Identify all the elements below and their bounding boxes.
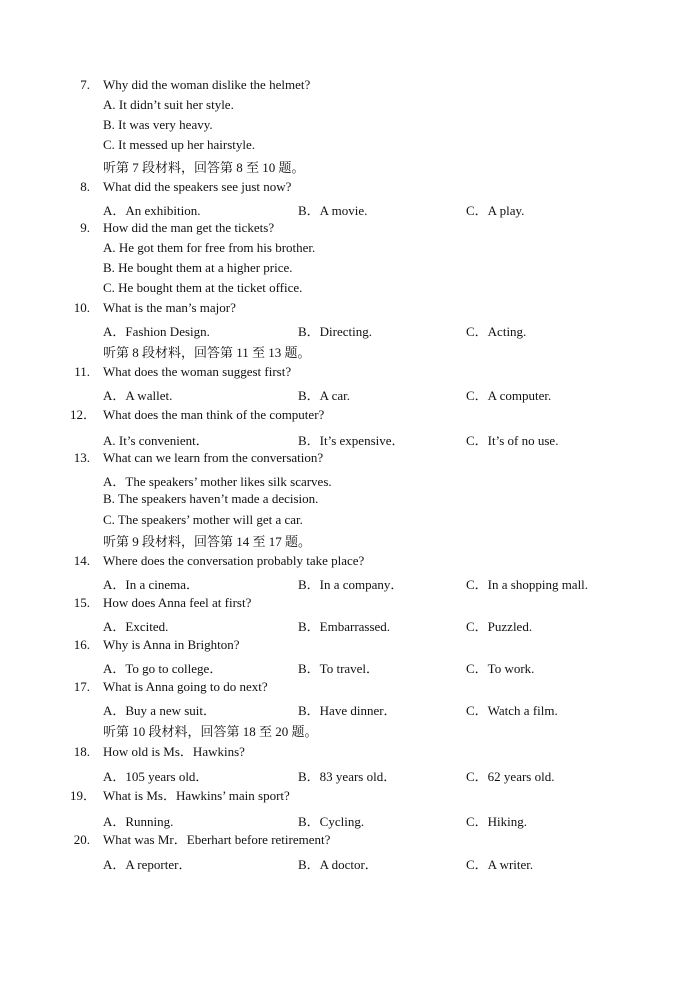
option-b: B．It’s expensive． — [298, 433, 405, 448]
option-c: C. It messed up her hairstyle. — [103, 137, 255, 152]
question-number: 9. — [80, 220, 90, 235]
option-a: A．Running. — [103, 814, 174, 829]
option-c: C．It’s of no use. — [466, 433, 559, 448]
option-b: B．83 years old． — [298, 769, 397, 784]
question-text: How does Anna feel at first? — [103, 595, 252, 610]
section-instruction-9: 听第 9 段材料，回答第 14 至 17 题。 — [103, 534, 312, 549]
question-number: 15. — [73, 595, 90, 610]
question-number: 8. — [80, 179, 90, 194]
option-b: B．Cycling. — [298, 814, 365, 829]
question-number: 10. — [73, 300, 90, 315]
option-c: C．Puzzled. — [466, 619, 533, 634]
option-a: A．An exhibition. — [103, 203, 201, 218]
question-text: What was Mr．Eberhart before retirement? — [103, 832, 331, 847]
option-a: A．In a cinema． — [103, 577, 200, 592]
option-b: B. He bought them at a higher price. — [103, 260, 293, 275]
option-b: B．In a company． — [298, 577, 404, 592]
option-c: C．A play. — [466, 203, 525, 218]
option-c: C．Acting. — [466, 324, 527, 339]
section-instruction-7: 听第 7 段材料，回答第 8 至 10 题。 — [103, 160, 305, 175]
question-number: 16. — [73, 637, 90, 652]
question-number: 19． — [70, 788, 97, 803]
option-b: B．A car. — [298, 388, 350, 403]
option-c: C．Hiking. — [466, 814, 528, 829]
option-b: B. The speakers haven’t made a decision. — [103, 491, 319, 506]
option-a: A．The speakers’ mother likes silk scarves. — [103, 474, 332, 489]
question-text: What is Anna going to do next? — [103, 679, 268, 694]
option-c: C. He bought them at the ticket office. — [103, 280, 303, 295]
option-a: A．Fashion Design. — [103, 324, 210, 339]
question-number: 7. — [80, 77, 90, 92]
option-a: A．Excited. — [103, 619, 169, 634]
question-number: 17. — [73, 679, 90, 694]
option-b: B．Directing. — [298, 324, 373, 339]
option-b: B．A doctor． — [298, 857, 378, 872]
question-text: Where does the conversation probably take place? — [103, 553, 365, 568]
question-text: How did the man get the tickets? — [103, 220, 275, 235]
option-c: C．A computer. — [466, 388, 552, 403]
option-b: B．Embarrassed. — [298, 619, 391, 634]
option-c: C．In a shopping mall. — [466, 577, 589, 592]
option-a: A．A wallet. — [103, 388, 173, 403]
question-text: How old is Ms．Hawkins? — [103, 744, 245, 759]
question-text: What is Ms．Hawkins’ main sport? — [103, 788, 290, 803]
option-a: A．To go to college． — [103, 661, 223, 676]
option-a: A．Buy a new suit． — [103, 703, 217, 718]
option-b: B．A movie. — [298, 203, 368, 218]
option-b: B．To travel． — [298, 661, 380, 676]
question-number: 20. — [73, 832, 90, 847]
option-a: A．A reporter． — [103, 857, 192, 872]
question-text: Why did the woman dislike the helmet? — [103, 77, 311, 92]
option-a: A. He got them for free from his brother. — [103, 240, 316, 255]
option-c: C．A writer. — [466, 857, 534, 872]
section-instruction-8: 听第 8 段材料，回答第 11 至 13 题。 — [103, 345, 311, 360]
question-number: 18. — [73, 744, 90, 759]
option-c: C．Watch a film. — [466, 703, 558, 718]
option-a: A．105 years old． — [103, 769, 209, 784]
question-text: What did the speakers see just now? — [103, 179, 292, 194]
question-number: 13. — [73, 450, 90, 465]
question-text: Why is Anna in Brighton? — [103, 637, 240, 652]
section-instruction-10: 听第 10 段材料，回答第 18 至 20 题。 — [103, 724, 318, 739]
question-text: What can we learn from the conversation? — [103, 450, 324, 465]
option-a: A. It’s convenient． — [103, 433, 209, 448]
question-text: What is the man’s major? — [103, 300, 236, 315]
question-text: What does the man think of the computer? — [103, 407, 325, 422]
question-number: 14. — [73, 553, 90, 568]
question-number: 12． — [70, 407, 97, 422]
question-text: What does the woman suggest first? — [103, 364, 292, 379]
option-c: C．62 years old. — [466, 769, 555, 784]
option-c: C．To work. — [466, 661, 535, 676]
question-number: 11. — [74, 364, 90, 379]
option-a: A. It didn’t suit her style. — [103, 97, 234, 112]
option-b: B. It was very heavy. — [103, 117, 213, 132]
option-c: C. The speakers’ mother will get a car. — [103, 512, 303, 527]
option-b: B．Have dinner． — [298, 703, 397, 718]
